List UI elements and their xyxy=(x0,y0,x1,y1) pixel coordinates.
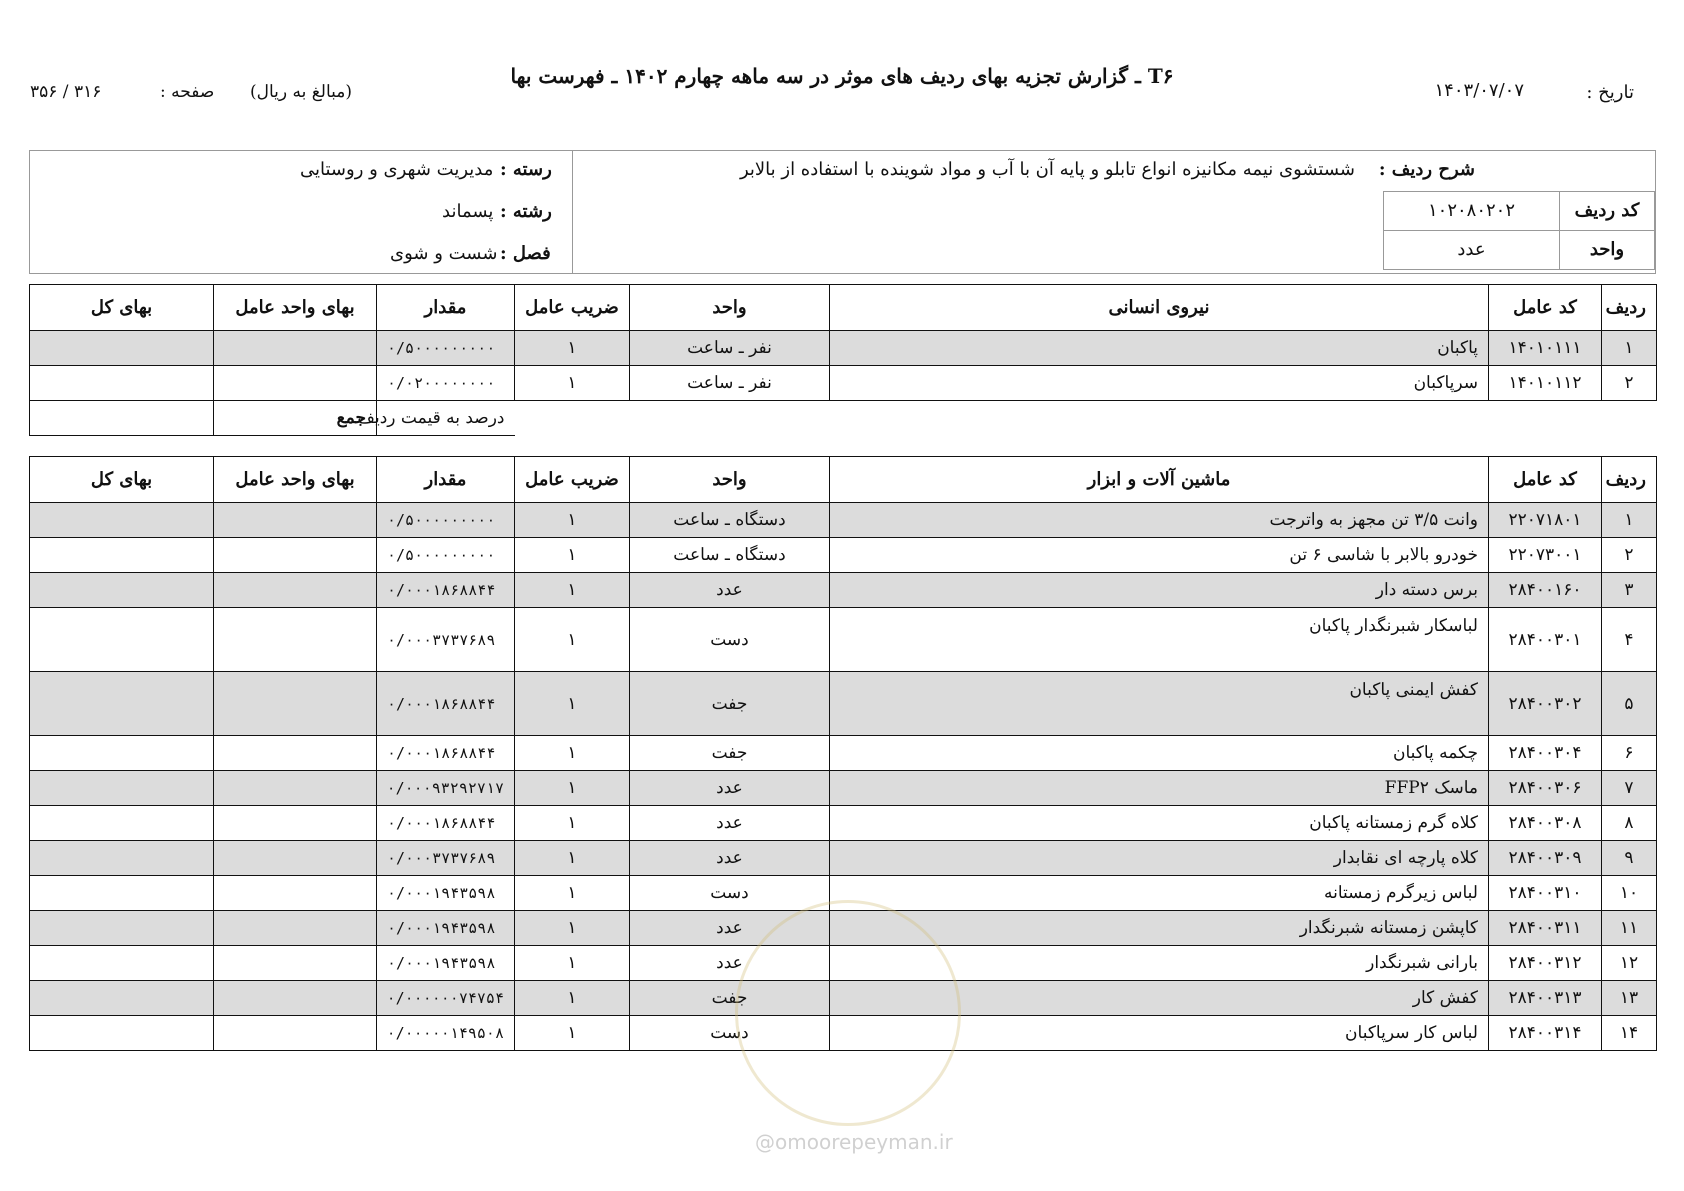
factor-code: ۲۸۴۰۰۳۰۸ xyxy=(1489,806,1602,841)
watermark-seal xyxy=(735,900,961,1126)
factor-name: پاکبان xyxy=(830,331,1489,366)
total-price-cell xyxy=(30,771,214,806)
sum-value-cell xyxy=(30,401,214,436)
factor-code: ۲۸۴۰۰۳۰۶ xyxy=(1489,771,1602,806)
col-code: کد عامل xyxy=(1489,457,1602,503)
factor-code: ۲۸۴۰۰۳۰۱ xyxy=(1489,608,1602,672)
factor-unit: عدد xyxy=(630,946,830,981)
unit-price-cell xyxy=(214,981,377,1016)
field-label: رشته : xyxy=(500,201,552,222)
item-code: ۱۰۲۰۸۰۲۰۲ xyxy=(1383,191,1560,231)
factor-name: بارانی شبرنگدار xyxy=(830,946,1489,981)
unit-price-cell xyxy=(214,806,377,841)
row-number: ۵ xyxy=(1602,672,1657,736)
item-description: شستشوی نیمه مکانیزه انواع تابلو و پایه آن با آب و مواد شوینده با استفاده از بالابر xyxy=(739,159,1355,180)
factor-unit: نفر ـ ساعت xyxy=(630,331,830,366)
labor-table xyxy=(29,284,1657,436)
factor-name: کلاه پارچه ای نقابدار xyxy=(830,841,1489,876)
total-price-cell xyxy=(30,946,214,981)
code-label: کد ردیف xyxy=(1559,191,1655,231)
factor-qty: ۰/۰۰۰۱۸۶۸۸۴۴ xyxy=(377,672,515,736)
report-date: ۱۴۰۳/۰۷/۰۷ xyxy=(1434,80,1524,101)
factor-unit: جفت xyxy=(630,736,830,771)
factor-code: ۲۸۴۰۰۳۰۲ xyxy=(1489,672,1602,736)
factor-unit: دستگاه ـ ساعت xyxy=(630,538,830,573)
col-qty: مقدار xyxy=(377,285,515,331)
unit-price-cell xyxy=(214,946,377,981)
chapter-value: شست و شوی xyxy=(390,243,498,264)
col-factor: ضریب عامل xyxy=(515,457,630,503)
factor-coef: ۱ xyxy=(515,573,630,608)
total-price-cell xyxy=(30,538,214,573)
factor-unit: عدد xyxy=(630,841,830,876)
labor-header-row xyxy=(30,285,1657,331)
table-row xyxy=(30,331,1657,366)
col-unit-price: بهای واحد عامل xyxy=(214,457,377,503)
factor-coef: ۱ xyxy=(515,736,630,771)
page-label: صفحه : xyxy=(160,82,215,102)
unit-price-cell xyxy=(214,573,377,608)
total-price-cell xyxy=(30,1016,214,1051)
factor-qty: ۰/۰۰۰۱۹۴۳۵۹۸ xyxy=(377,946,515,981)
unit-price-cell xyxy=(214,736,377,771)
table-row xyxy=(30,538,1657,573)
factor-code: ۲۸۴۰۰۳۰۴ xyxy=(1489,736,1602,771)
factor-qty: ۰/۰۲۰۰۰۰۰۰۰۰ xyxy=(377,366,515,401)
factor-coef: ۱ xyxy=(515,366,630,401)
factor-unit: دست xyxy=(630,876,830,911)
factor-unit: نفر ـ ساعت xyxy=(630,366,830,401)
factor-unit: دست xyxy=(630,1016,830,1051)
factor-name: سرپاکبان xyxy=(830,366,1489,401)
factor-qty: ۰/۰۰۰۰۰۱۴۹۵۰۸ xyxy=(377,1016,515,1051)
factor-code: ۲۸۴۰۰۳۱۲ xyxy=(1489,946,1602,981)
factor-name: کفش کار xyxy=(830,981,1489,1016)
factor-qty: ۰/۰۰۰۱۸۶۸۸۴۴ xyxy=(377,806,515,841)
factor-code: ۲۸۴۰۰۳۱۰ xyxy=(1489,876,1602,911)
row-number: ۸ xyxy=(1602,806,1657,841)
unit-label: واحد xyxy=(1559,230,1655,270)
table-row xyxy=(30,608,1657,672)
unit-price-cell xyxy=(214,1016,377,1051)
table-row xyxy=(30,672,1657,736)
factor-qty: ۰/۵۰۰۰۰۰۰۰۰۰ xyxy=(377,503,515,538)
row-number: ۷ xyxy=(1602,771,1657,806)
watermark-site: @omoorepeyman.ir xyxy=(755,1130,953,1154)
factor-coef: ۱ xyxy=(515,876,630,911)
factor-code: ۱۴۰۱۰۱۱۲ xyxy=(1489,366,1602,401)
row-number: ۱۴ xyxy=(1602,1016,1657,1051)
factor-coef: ۱ xyxy=(515,1016,630,1051)
unit-price-cell xyxy=(214,672,377,736)
table-row xyxy=(30,806,1657,841)
factor-qty: ۰/۰۰۰۳۷۳۷۶۸۹ xyxy=(377,841,515,876)
row-number: ۱ xyxy=(1602,331,1657,366)
row-number: ۶ xyxy=(1602,736,1657,771)
category-label: رسته : xyxy=(500,159,552,180)
factor-name: وانت ۳/۵ تن مجهز به واترجت xyxy=(830,503,1489,538)
table-row xyxy=(30,771,1657,806)
factor-coef: ۱ xyxy=(515,841,630,876)
factor-name: کاپشن زمستانه شبرنگدار xyxy=(830,911,1489,946)
factor-coef: ۱ xyxy=(515,331,630,366)
factor-code: ۲۲۰۷۳۰۰۱ xyxy=(1489,538,1602,573)
machinery-header-row xyxy=(30,457,1657,503)
factor-qty: ۰/۰۰۰۱۸۶۸۸۴۴ xyxy=(377,573,515,608)
col-name: نیروی انسانی xyxy=(830,285,1489,331)
info-divider xyxy=(572,151,573,273)
row-number: ۱۱ xyxy=(1602,911,1657,946)
unit-price-cell xyxy=(214,841,377,876)
table-row xyxy=(30,573,1657,608)
factor-coef: ۱ xyxy=(515,503,630,538)
factor-name: لباس زیرگرم زمستانه xyxy=(830,876,1489,911)
row-number: ۹ xyxy=(1602,841,1657,876)
currency-note: (مبالغ به ریال) xyxy=(250,82,353,102)
col-unit: واحد xyxy=(630,285,830,331)
row-number: ۱۳ xyxy=(1602,981,1657,1016)
factor-qty: ۰/۰۰۰۱۹۴۳۵۹۸ xyxy=(377,911,515,946)
factor-unit: دستگاه ـ ساعت xyxy=(630,503,830,538)
unit-price-cell xyxy=(214,503,377,538)
row-number: ۴ xyxy=(1602,608,1657,672)
factor-code: ۲۸۴۰۰۳۰۹ xyxy=(1489,841,1602,876)
row-number: ۳ xyxy=(1602,573,1657,608)
factor-qty: ۰/۵۰۰۰۰۰۰۰۰۰ xyxy=(377,538,515,573)
factor-name: برس دسته دار xyxy=(830,573,1489,608)
factor-coef: ۱ xyxy=(515,911,630,946)
factor-qty: ۰/۰۰۰۰۰۰۷۴۷۵۴ xyxy=(377,981,515,1016)
total-price-cell xyxy=(30,608,214,672)
factor-coef: ۱ xyxy=(515,981,630,1016)
total-price-cell xyxy=(30,736,214,771)
unit-price-cell xyxy=(214,771,377,806)
field-value: پسماند xyxy=(442,201,494,222)
factor-unit: دست xyxy=(630,608,830,672)
factor-coef: ۱ xyxy=(515,672,630,736)
factor-qty: ۰/۰۰۰۱۸۶۸۸۴۴ xyxy=(377,736,515,771)
factor-name: لباسکار شبرنگدار پاکبان xyxy=(830,608,1489,672)
table-row xyxy=(30,366,1657,401)
factor-code: ۲۲۰۷۱۸۰۱ xyxy=(1489,503,1602,538)
factor-name: ماسک FFP۲ xyxy=(830,771,1489,806)
report-title: T۶ ـ گزارش تجزیه بهای ردیف های موثر در سه ماهه چهارم ۱۴۰۲ ـ فهرست بها xyxy=(510,64,1174,88)
factor-name: چکمه پاکبان xyxy=(830,736,1489,771)
factor-qty: ۰/۰۰۰۹۳۲۹۲۷۱۷ xyxy=(377,771,515,806)
col-name: ماشین آلات و ابزار xyxy=(830,457,1489,503)
factor-name: لباس کار سرپاکبان xyxy=(830,1016,1489,1051)
table-row xyxy=(30,503,1657,538)
factor-coef: ۱ xyxy=(515,608,630,672)
unit-price-cell xyxy=(214,608,377,672)
col-total: بهای کل xyxy=(30,285,214,331)
factor-coef: ۱ xyxy=(515,771,630,806)
factor-unit: جفت xyxy=(630,981,830,1016)
total-price-cell xyxy=(30,366,214,401)
factor-code: ۱۴۰۱۰۱۱۱ xyxy=(1489,331,1602,366)
category-value: مدیریت شهری و روستایی xyxy=(300,159,494,180)
unit-price-cell xyxy=(214,911,377,946)
labor-sum-row xyxy=(30,401,1657,436)
total-price-cell xyxy=(30,841,214,876)
factor-code: ۲۸۴۰۰۳۱۳ xyxy=(1489,981,1602,1016)
total-price-cell xyxy=(30,911,214,946)
factor-coef: ۱ xyxy=(515,946,630,981)
total-price-cell xyxy=(30,981,214,1016)
col-code: کد عامل xyxy=(1489,285,1602,331)
factor-coef: ۱ xyxy=(515,806,630,841)
date-label: تاریخ : xyxy=(1586,82,1634,103)
sum-label: جمع xyxy=(214,401,377,436)
factor-unit: عدد xyxy=(630,771,830,806)
factor-qty: ۰/۰۰۰۱۹۴۳۵۹۸ xyxy=(377,876,515,911)
unit-price-cell xyxy=(214,366,377,401)
col-factor: ضریب عامل xyxy=(515,285,630,331)
col-total: بهای کل xyxy=(30,457,214,503)
col-unit: واحد xyxy=(630,457,830,503)
unit-price-cell xyxy=(214,331,377,366)
factor-code: ۲۸۴۰۰۳۱۱ xyxy=(1489,911,1602,946)
factor-qty: ۰/۵۰۰۰۰۰۰۰۰۰ xyxy=(377,331,515,366)
factor-name: کفش ایمنی پاکبان xyxy=(830,672,1489,736)
total-price-cell xyxy=(30,331,214,366)
total-price-cell xyxy=(30,573,214,608)
table-row xyxy=(30,736,1657,771)
row-number: ۱۲ xyxy=(1602,946,1657,981)
col-unit-price: بهای واحد عامل xyxy=(214,285,377,331)
factor-name: خودرو بالابر با شاسی ۶ تن xyxy=(830,538,1489,573)
factor-unit: عدد xyxy=(630,806,830,841)
total-price-cell xyxy=(30,806,214,841)
chapter-label: فصل : xyxy=(500,243,551,264)
factor-coef: ۱ xyxy=(515,538,630,573)
desc-label: شرح ردیف : xyxy=(1378,159,1475,180)
row-number: ۱ xyxy=(1602,503,1657,538)
total-price-cell xyxy=(30,503,214,538)
table-row xyxy=(30,841,1657,876)
col-row: ردیف xyxy=(1602,285,1657,331)
page-number: ۳۱۶ / ۳۵۶ xyxy=(30,82,102,102)
col-qty: مقدار xyxy=(377,457,515,503)
factor-qty: ۰/۰۰۰۳۷۳۷۶۸۹ xyxy=(377,608,515,672)
factor-unit: جفت xyxy=(630,672,830,736)
factor-name: کلاه گرم زمستانه پاکبان xyxy=(830,806,1489,841)
row-number: ۲ xyxy=(1602,366,1657,401)
unit-price-cell xyxy=(214,876,377,911)
item-unit: عدد xyxy=(1383,230,1560,270)
row-number: ۲ xyxy=(1602,538,1657,573)
unit-price-cell xyxy=(214,538,377,573)
col-row: ردیف xyxy=(1602,457,1657,503)
factor-unit: عدد xyxy=(630,911,830,946)
factor-code: ۲۸۴۰۰۱۶۰ xyxy=(1489,573,1602,608)
total-price-cell xyxy=(30,876,214,911)
factor-unit: عدد xyxy=(630,573,830,608)
factor-code: ۲۸۴۰۰۳۱۴ xyxy=(1489,1016,1602,1051)
row-number: ۱۰ xyxy=(1602,876,1657,911)
item-info-box xyxy=(29,150,1656,274)
total-price-cell xyxy=(30,672,214,736)
percent-note: درصد به قیمت ردیف xyxy=(377,401,515,436)
